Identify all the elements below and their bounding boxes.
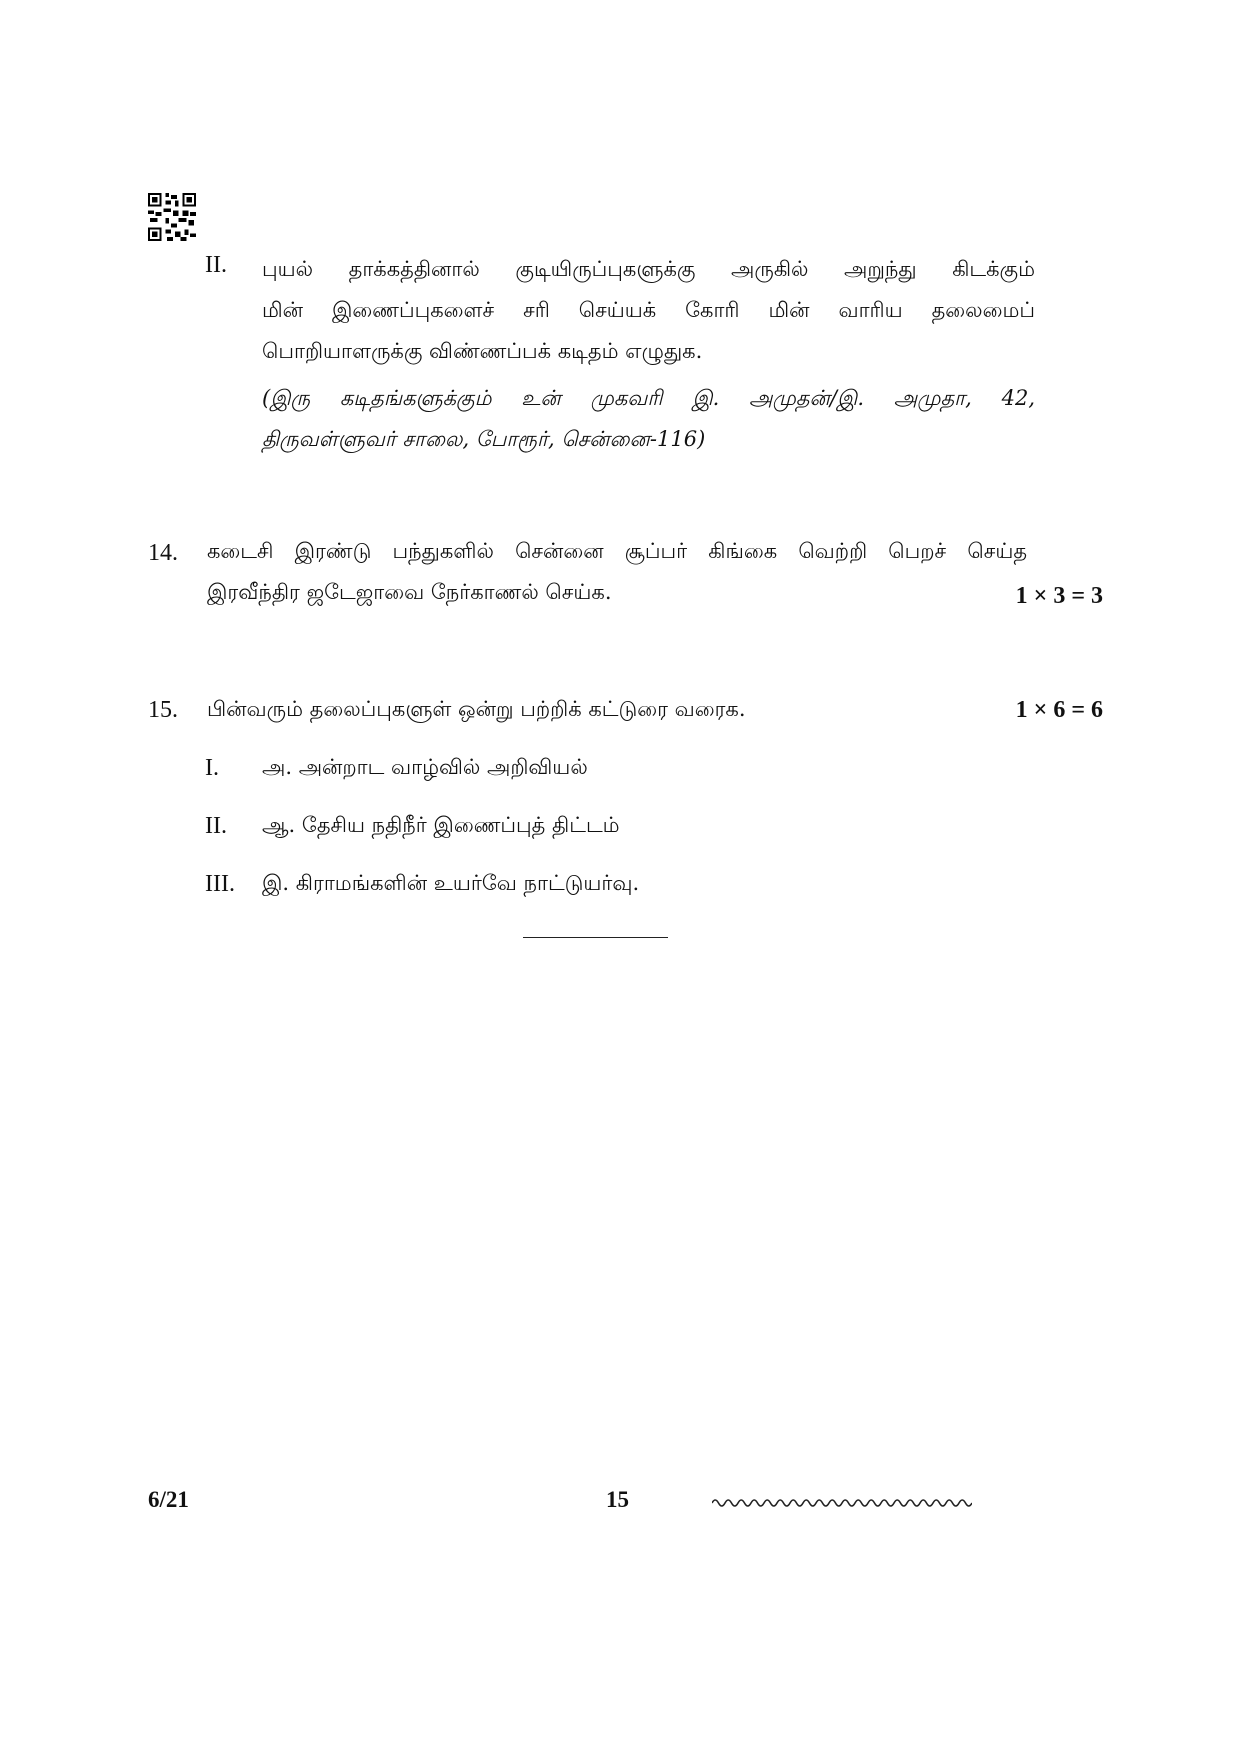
paper-code: 6/21	[148, 1487, 189, 1512]
question-text: பின்வரும் தலைப்புகளுள் ஒன்று பற்றிக் கட்டுரை வரைக.	[207, 697, 746, 721]
q13-part-text	[262, 249, 1035, 372]
q13-part-label: II.	[205, 252, 227, 278]
option-label: III.	[205, 871, 235, 897]
option-text: இ. கிராமங்களின் உயர்வே நாட்டுயர்வு.	[262, 871, 640, 895]
text-line: திருவள்ளுவர் சாலை, போரூர், சென்னை-116)	[262, 427, 706, 451]
question-text	[207, 531, 1027, 613]
qr-code-icon	[148, 193, 196, 241]
address-note	[262, 378, 1035, 460]
text-line: (இரு கடிதங்களுக்கும் உன் முகவரி இ. அமுதன்/இ. அமுதா, 42,	[262, 386, 1035, 410]
marks-label: 1 × 6 = 6	[1015, 697, 1103, 723]
marks-label: 1 × 3 = 3	[1015, 583, 1103, 609]
text-line: மின் இணைப்புகளைச் சரி செய்யக் கோரி மின் வாரிய தலைமைப்	[262, 298, 1035, 322]
question-number: 14.	[148, 540, 178, 566]
option-label: II.	[205, 813, 227, 839]
text-line: புயல் தாக்கத்தினால் குடியிருப்புகளுக்கு அருகில் அறுந்து கிடக்கும்	[262, 257, 1035, 281]
option-label: I.	[205, 755, 219, 781]
section-divider	[523, 937, 668, 938]
question-number: 15.	[148, 697, 178, 723]
text-line: பொறியாளருக்கு விண்ணப்பக் கடிதம் எழுதுக.	[262, 339, 703, 363]
text-line: கடைசி இரண்டு பந்துகளில் சென்னை சூப்பர் கிங்கை வெற்றி பெறச் செய்த	[207, 539, 1027, 563]
text-line: இரவீந்திர ஜடேஜாவை நேர்காணல் செய்க.	[207, 580, 612, 604]
page-number: 15	[606, 1487, 629, 1512]
wavy-line-icon	[712, 1495, 972, 1507]
option-text: அ. அன்றாட வாழ்வில் அறிவியல்	[262, 755, 588, 779]
option-text: ஆ. தேசிய நதிநீர் இணைப்புத் திட்டம்	[262, 813, 620, 837]
